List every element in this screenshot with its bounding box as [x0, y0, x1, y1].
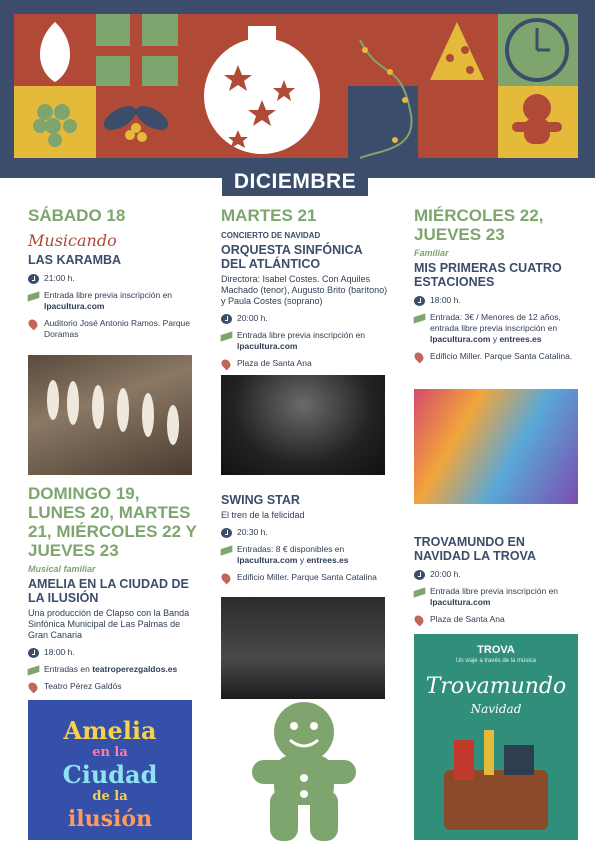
- event-place: Teatro Pérez Galdós: [28, 681, 200, 692]
- amelia-poster: [28, 700, 192, 840]
- clock-icon: [414, 296, 425, 306]
- ticket-icon: [28, 291, 40, 301]
- poster-word: en la: [92, 745, 128, 760]
- event-category: Musical familiar: [28, 564, 96, 574]
- location-pin-icon: [27, 681, 40, 694]
- event-ticket: Entradas en teatroperezgaldos.es: [28, 664, 200, 675]
- event-place: Plaza de Santa Ana: [221, 358, 389, 369]
- christmas-illustration: [0, 0, 595, 178]
- ticket-icon: [221, 545, 233, 555]
- event-time: 21:00 h.: [28, 273, 200, 284]
- event-place: Edificio Miller. Parque Santa Catalina: [221, 572, 389, 583]
- poster-word: Ciudad: [62, 760, 158, 789]
- event-title: AMELIA EN LA CIUDAD DE LA ILUSIÓN: [28, 577, 189, 605]
- event-ticket: Entrada: 3€ / Menores de 12 años, entrada libre previa inscripción en lpacultura.com y entrees.es: [414, 312, 582, 345]
- trova-poster: [414, 634, 578, 840]
- ticket-link[interactable]: lpacultura.com: [237, 341, 298, 351]
- poster-title: Trovamundo: [425, 674, 567, 699]
- event-photo-estaciones: [414, 389, 578, 504]
- ticket-link[interactable]: entrees.es: [306, 555, 349, 565]
- event-martes: [221, 206, 389, 369]
- suitcase-illustration: [434, 730, 558, 834]
- event-title: SWING STAR: [221, 493, 300, 507]
- event-photo-orquesta: [221, 375, 385, 475]
- location-pin-icon: [413, 614, 426, 627]
- event-time: 18:00 h.: [414, 295, 582, 306]
- event-date: DOMINGO 19, LUNES 20, MARTES 21, MIÉRCOLES 22 Y JUEVES 23: [28, 484, 197, 560]
- event-swing: [221, 490, 389, 583]
- series-logo: Musicando: [28, 231, 117, 250]
- ticket-link[interactable]: lpacultura.com: [430, 597, 491, 607]
- ticket-icon: [414, 587, 426, 597]
- event-title: TROVAMUNDO EN NAVIDAD LA TROVA: [414, 535, 536, 563]
- event-trova: [414, 532, 582, 625]
- event-title: MIS PRIMERAS CUATRO ESTACIONES: [414, 261, 562, 289]
- event-time: 20:30 h.: [221, 527, 389, 538]
- event-date: SÁBADO 18: [28, 206, 126, 225]
- event-place: Auditorio José Antonio Ramos. Parque Doramas: [28, 318, 200, 340]
- event-category: CONCIERTO DE NAVIDAD: [221, 231, 321, 240]
- event-time: 18:00 h.: [28, 647, 200, 658]
- event-sabado: [28, 206, 200, 340]
- clock-icon: [221, 314, 232, 324]
- location-pin-icon: [220, 572, 233, 585]
- christmas-banner: [0, 0, 595, 178]
- location-pin-icon: [27, 318, 40, 331]
- gingerbread-icon: [252, 700, 356, 841]
- event-place: Plaza de Santa Ana: [414, 614, 582, 625]
- event-title: LAS KARAMBA: [28, 253, 122, 267]
- clock-icon: [414, 570, 425, 580]
- event-photo-karamba: [28, 355, 192, 475]
- event-subtitle: Una producción de Clapso con la Banda Sinfónica Municipal de Las Palmas de Gran Canaria: [28, 608, 190, 640]
- event-ticket: Entrada libre previa inscripción en lpacultura.com: [414, 586, 582, 608]
- poster-tagline: Un viaje a través de la música: [455, 658, 537, 664]
- poster-brand: TROVA: [477, 644, 515, 656]
- event-miercoles: [414, 206, 582, 362]
- event-photo-swing: [221, 597, 385, 699]
- ticket-link[interactable]: lpacultura.com: [430, 334, 491, 344]
- event-subtitle: El tren de la felicidad: [221, 510, 305, 520]
- ticket-link[interactable]: lpacultura.com: [237, 555, 298, 565]
- poster-subtitle: Navidad: [470, 702, 522, 716]
- poster-word: ilusión: [67, 806, 153, 832]
- event-subtitle: Directora: Isabel Costes. Con Aquiles Machado (tenor), Augusto Brito (barítono) y Paula Costes (soprano): [221, 274, 388, 306]
- event-time: 20:00 h.: [414, 569, 582, 580]
- location-pin-icon: [220, 358, 233, 371]
- event-category: Familiar: [414, 248, 449, 258]
- event-ticket: Entradas: 8 € disponibles en lpacultura.com y entrees.es: [221, 544, 389, 566]
- clock-icon: [28, 648, 39, 658]
- event-date: MARTES 21: [221, 206, 317, 225]
- clock-icon: [221, 528, 232, 538]
- event-ticket: Entrada libre previa inscripción en lpacultura.com: [221, 330, 389, 352]
- event-place: Edificio Miller. Parque Santa Catalina.: [414, 351, 582, 362]
- ticket-icon: [221, 331, 233, 341]
- event-time: 20:00 h.: [221, 313, 389, 324]
- event-domingo: [28, 484, 200, 692]
- ticket-link[interactable]: lpacultura.com: [44, 301, 105, 311]
- month-title: DICIEMBRE: [222, 168, 368, 196]
- clock-icon: [28, 274, 39, 284]
- event-ticket: Entrada libre previa inscripción en lpacultura.com: [28, 290, 200, 312]
- ticket-link[interactable]: entrees.es: [499, 334, 542, 344]
- ticket-icon: [28, 665, 40, 675]
- location-pin-icon: [413, 351, 426, 364]
- event-title: ORQUESTA SINFÓNICA DEL ATLÁNTICO: [221, 243, 363, 271]
- poster-word: Amelia: [63, 716, 157, 745]
- event-date: MIÉRCOLES 22, JUEVES 23: [414, 206, 544, 244]
- ticket-icon: [414, 313, 426, 323]
- poster-word: de la: [92, 789, 128, 804]
- ticket-link[interactable]: teatroperezgaldos.es: [92, 664, 178, 674]
